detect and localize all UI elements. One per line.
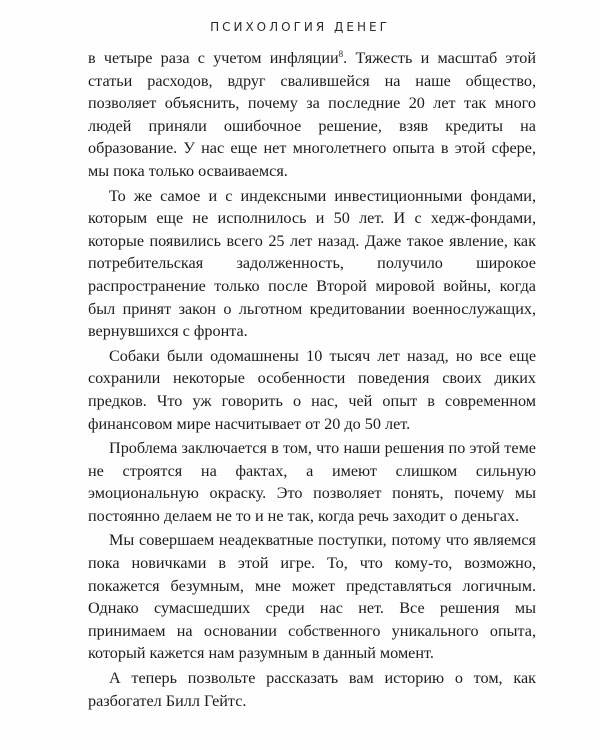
paragraph-1-text-after-note: . Тяжесть и масштаб этой статьи расходов, вдруг свалившейся на наше общество, позволяет объяснить, почему за последние 20 лет так много людей приняли ошибочное решение, взяв кредиты на образование. У нас еще нет многолетнего опыта в этой сфере, мы пока только осваиваемся. (88, 49, 536, 180)
paragraph-3: Собаки были одомашнены 10 тысяч лет назад, но все еще сохранили некоторые особенности поведения своих диких предков. Что уж говорить о нас, чей опыт в современном финансовом мире насчитывает от 20 до 50 лет. (88, 346, 536, 433)
footnote-marker[interactable]: 8 (338, 49, 344, 59)
paragraph-6: А теперь позвольте рассказать вам историю о том, как разбогател Билл Гейтс. (88, 669, 536, 710)
paragraph-4: Проблема заключается в том, что наши решения по этой теме не строятся на фактах, а имеют слишком сильную эмоциональную окраску. Это позволяет понять, почему мы постоянно делаем не то и не так, когда речь заходит о деньгах. (88, 439, 536, 525)
paragraph-1 (88, 47, 536, 183)
paragraph-1-text-before-note: в четыре раза с учетом инфляции (88, 49, 339, 67)
running-head: ПСИХОЛОГИЯ ДЕНЕГ (210, 20, 390, 34)
body-text (88, 47, 536, 714)
paragraph-2: То же самое и с индексными инвестиционными фондами, которым еще не исполнилось и 50 лет. И с хедж-фондами, которые появились всего 25 лет назад. Даже такое явление, как потребительская задолженность, получило широкое распространение только после Второй мировой войны, когда был принят закон о льготном кредитовании военнослужащих, вернувшихся с фронта. (88, 186, 536, 341)
paragraph-5: Мы совершаем неадекватные поступки, потому что являемся пока новичками в этой игре. То, что кому-то, возможно, покажется безумным, мне может представляться логичным. Однако сумасшедших среди нас нет. Все решения мы принимаем на основании собственного уникального опыта, который кажется нам разумным в данный момент. (88, 531, 536, 663)
